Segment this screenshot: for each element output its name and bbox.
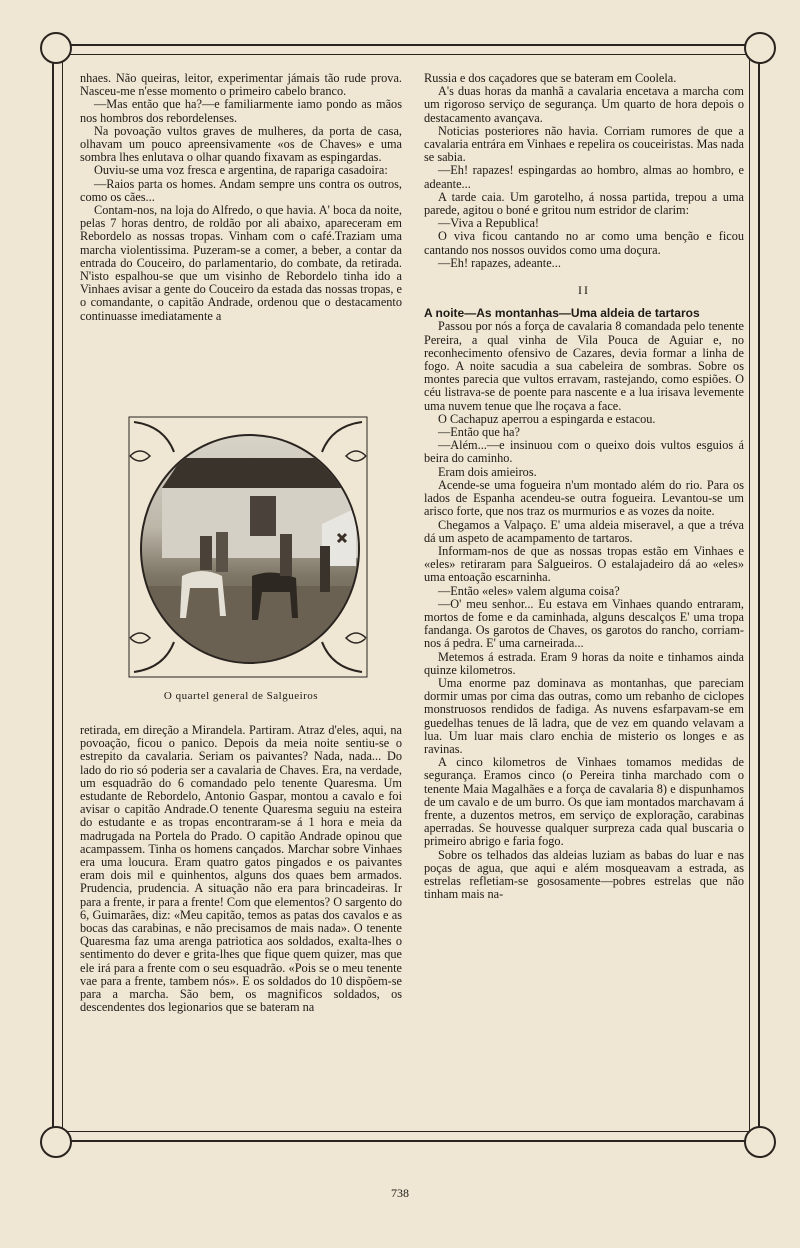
paragraph: Na povoação vultos graves de mulheres, da porta de casa, olhavam um pouco apreensivamente «os de Chaves» e uma sombra lhes enlutava o olhar quando fixavam as espingardas. <box>80 123 402 165</box>
paragraph: Acende-se uma fogueira n'um montado além do rio. Para os lados de Espanha acendeu-se outra fogueira. Levantou-se um arisco forte, que nos traz os murmurios e as vozes da noite. <box>424 477 744 519</box>
photograph <box>140 434 360 664</box>
border-corner-ornament <box>40 1126 72 1158</box>
paragraph: Noticias posteriores não havia. Corriam rumores de que a cavalaria entrára em Vinhaes e repelira os couceiristas. Mas nada se sabia. <box>424 123 744 165</box>
article-column-left-bottom <box>80 724 402 1014</box>
paragraph: Passou por nós a força de cavalaria 8 comandada pelo tenente Pereira, a qual vinha de Vila Pouca de Aguiar e, no reconhecimento ofensivo de Cazares, devia formar a linha de fogo. A noite sacudia a sua cabeleira de sombras. Sobre os montes parecia que vultos erravam, rastejando, como espiões. O céu listrava-se de poente para nascente e a lua irisava levemente uma nuvem tenue que lhe roçava a face. <box>424 319 744 413</box>
paragraph: —Raios parta os homes. Andam sempre uns contra os outros, como os cães... <box>80 176 402 204</box>
paragraph: A tarde caia. Um garotelho, á nossa partida, trepou a uma parede, agitou o boné e gritou num estridor de clarim: <box>424 189 744 218</box>
photo-caption: O quartel general de Salgueiros <box>163 690 319 702</box>
section-number: II <box>578 283 590 298</box>
paragraph: Uma enorme paz dominava as montanhas, que pareciam dormir umas por cima das outras, como um rebanho de ciclopes monstruosos rendidos de fadiga. As nuvens esfarpavam-se em guedelhas tenues de lã ladra, que de vez em quando velavam a lua. Um luar mais claro enchia de misterio os longes e as ravinas. <box>424 675 744 756</box>
border-corner-ornament <box>744 32 776 64</box>
paragraph: Metemos á estrada. Eram 9 horas da noite e tinhamos ainda quinze kilometros. <box>424 649 744 677</box>
section-title: A noite—As montanhas—Uma aldeia de tartaros <box>424 306 700 321</box>
paragraph: A's duas horas da manhã a cavalaria encetava a marcha com um rigoroso serviço de segurança. Um quarto de hora depois o destacamento avançava. <box>424 84 744 125</box>
article-column-right <box>424 72 744 901</box>
paragraph: Chegamos a Valpaço. E' uma aldeia miseravel, a que a tréva dá um aspeto de acampamento de tartaros. <box>424 517 744 545</box>
paragraph: —Mas então que ha?—e familiarmente iamo pondo as mãos nos hombros dos rebordelenses. <box>80 97 402 125</box>
border-corner-ornament <box>40 32 72 64</box>
paragraph: —Eh! rapazes! espingardas ao hombro, almas ao hombro, e adeante... <box>424 163 744 191</box>
paragraph: Ouviu-se uma voz fresca e argentina, de rapariga casadoira: <box>94 163 388 178</box>
paragraph: —Eh! rapazes, adeante... <box>438 255 561 270</box>
photo-frame <box>128 416 368 678</box>
paragraph: —Então que ha? <box>438 425 520 440</box>
paragraph: A cinco kilometros de Vinhaes tomamos medidas de segurança. Eramos cinco (o Pereira tinha marchado com o tenente Maia Magalhães e a força de cavalaria 8) e dispunhamos de um cavalo e de um burro. Os que iam montados marchavam á frente, a duzentos metros, em serviço de exploração, carabinas aperradas. Se houvesse qualquer surpreza cada qual buscaria o primeiro abrigo e faria fogo. <box>424 755 744 849</box>
paragraph: —Além...—e insinuou com o queixo dois vultos esguios á beira do caminho. <box>424 438 744 466</box>
paragraph: Informam-nos de que as nossas tropas estão em Vinhaes e «eles» retiraram para Salgueiros. O estalajadeiro dá ao «eles» uma entoação escarninha. <box>424 543 744 585</box>
paragraph: —O' meu senhor... Eu estava em Vinhaes quando entraram, mortos de fome e da caminhada, alguns descalços E' uma tropa fandanga. Os garotos de Chaves, os garotos do rancho, corriam-nos á pedra. E' uma carneirada... <box>424 596 744 651</box>
article-column-left-top <box>80 72 402 323</box>
paragraph: —Viva a Republica! <box>438 216 540 231</box>
paragraph: Sobre os telhados das aldeias luziam as babas do luar e nas poças de agua, que aqui e além mosqueavam a estrada, as estrelas refletiam-se gososamente—pobres estrelas que não tinham mais na- <box>424 847 744 902</box>
paragraph: —Então «eles» valem alguma coisa? <box>438 583 620 598</box>
photo-scene-graphic <box>142 436 358 662</box>
paragraph: retirada, em direção a Mirandela. Partiram. Atraz d'eles, aqui, na povoação, ficou o panico. Depois da meia noite sentiu-se o estrepito da cavalaria. Seriam os paivantes? Nada, nada... Do lado do rio só poderia ser a cavalaria de Chaves. Era, na verdade, um esquadrão do 6 comandado pelo tenente Quaresma. Um estudante de Rebordelo, Antonio Gaspar, montou a cavalo e foi avisar o capitão Andrade.O tenente Quaresma seguiu na esteira do estudante e as tropas encontraram-se á 1 hora e meia da madrugada na Portela do Prado. O capitão Andrade opinou que acampassem. Tinha os homens cançados. Marchar sobre Vinhaes era uma loucura. Eram quatro gatos pingados e os paivantes eram dois mil e quinhentos, alguns dos quaes bem armados. Prudencia, prudencia. A situação não era para brincadeiras. Ir para a frente, ir para a frente! Com que elementos? O sargento do 6, Guimarães, diz: «Meu capitão, temos as patas dos cavalos e as bocas das carabinas, e não precisamos de mais nada». O tenente Quaresma faz uma arenga patriotica aos soldados, exalta-lhes o sentimento do dever e grita-lhes que fique quem quizer, mas que ele irá para a frente com o seu esquadrão. «Pois se o meu tenente vae para a frente, tambem nós». E os soldados do 10 dispõem-se para a marcha. São bem, os magnificos soldados, os descendentes dos legionarios que se bateram na <box>80 723 402 1015</box>
paragraph: Russia e dos caçadores que se bateram em Coolela. <box>424 71 677 85</box>
border-corner-ornament <box>744 1126 776 1158</box>
paragraph: Contam-nos, na loja do Alfredo, o que havia. A' boca da noite, pelas 7 horas dentro, de roldão por ali abaixo, apareceram em Rebordelo as nossas tropas. Vinham com o café.Traziam uma marcha violentissima. Puzeram-se a comer, a beber, a contar da entrada do Couceiro, do parlamentario, do combate, da retirada. N'isto espalhou-se que um visinho de Rebordelo tinha ido a Vinhaes avisar a gente do Couceiro da estada das nossas tropas, e o comandante, o capitão Andrade, ordenou que o destacamento continuasse imediatamente a <box>80 203 402 323</box>
paragraph: O Cachapuz aperrou a espingarda e estacou. <box>438 411 656 426</box>
page-number: 738 <box>391 1186 409 1200</box>
paragraph: O viva ficou cantando no ar como uma benção e ficou cantando nos nossos ouvidos como uma doçura. <box>424 229 744 257</box>
paragraph: Eram dois amieiros. <box>438 464 537 479</box>
paragraph: nhaes. Não queiras, leitor, experimentar jámais tão rude prova. Nasceu-me n'esse momento o primeiro cabelo branco. <box>80 71 402 99</box>
